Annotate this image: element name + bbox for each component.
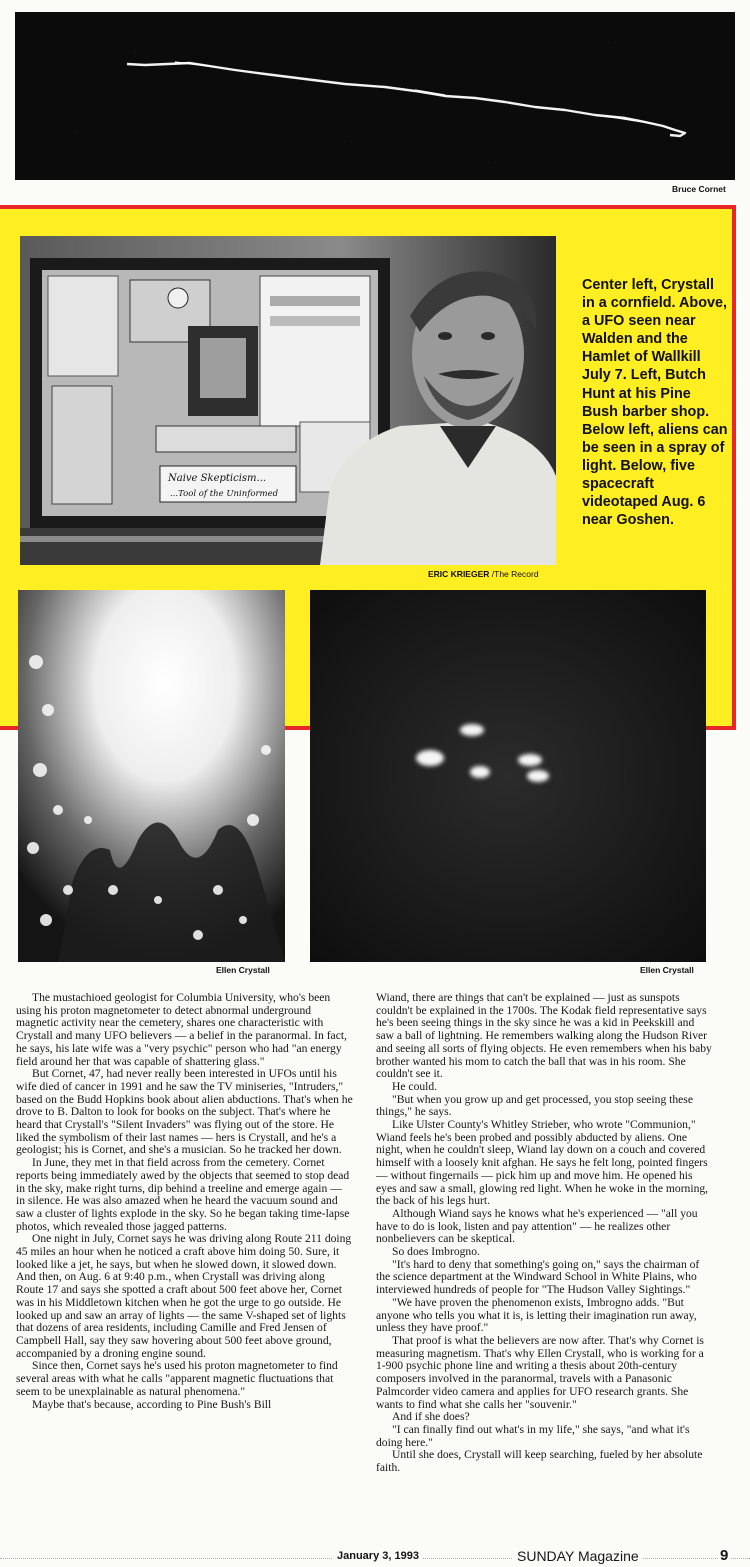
footer-date: January 3, 1993 — [333, 1550, 423, 1562]
page-number: 9 — [720, 1547, 729, 1564]
col2-paragraph: Wiand, there are things that can't be explained — just as sunspots couldn't be explained in the 1700s. The Kodak field representative says he's been seeing things in the sky since he was a kid in Peekskill and saw a ball of lightning. He remembers walking along the Hudson River and seeing all sorts of flying objects. He even remembers when his baby brother wanted his mom to catch the ball that was in his room. She couldn't see it. — [376, 991, 712, 1081]
col2-paragraph: "I can finally find out what's in my life," she says, "and what it's doing here." — [376, 1422, 690, 1449]
spacecraft-video-photo — [310, 590, 706, 962]
ufo-streak-image — [15, 12, 735, 180]
col1-paragraph: Maybe that's because, according to Pine Bush's Bill — [32, 1397, 272, 1411]
col1-paragraph: The mustachioed geologist for Columbia University, who's been using his proton magnetometer to detect abnormal underground magnetic activity near the cemetery, shares one characteristic with Crystall and many UFO believers — a belief in the paranormal. In fact, he says, his late wife was a "very psychic" person who had "an energy field around her that was capable of shattering glass." — [16, 991, 347, 1068]
ufo-streak-photo — [15, 12, 735, 180]
col2-paragraph: "We have proven the phenomenon exists, Imbrogno adds. "But anyone who tells you what it is, is letting their imagination run away, unless they have proof." — [376, 1295, 697, 1335]
top-photo-credit: Bruce Cornet — [672, 184, 726, 194]
col1-paragraph: One night in July, Cornet says he was driving along Route 211 doing 45 miles an hour when he noticed a craft above him doing 50. Sure, it looked like a jet, he says, but when he slowed down, it slowed down. And then, on Aug. 6 at 9:40 p.m., when Crystall was driving along Route 17 and says she spotted a craft about 500 feet above her, Cornet was in his Middletown kitchen when he got the urge to go outside. He looked up and saw an array of lights — the same V-shaped set of lights that dozens of area residents, including Camille and Fred Jensen of Campbell Hall, say they saw hovering about 500 feet above ground, accompanied by a droning engine sound. — [16, 1232, 352, 1360]
article-column-2 — [376, 992, 714, 1475]
spacecraft-photo-credit: Ellen Crystall — [640, 965, 694, 975]
aliens-light-spray-image — [18, 590, 285, 962]
barber-photo-credit: ERIC KRIEGER /The Record — [428, 569, 539, 579]
col2-paragraph: And if she does? — [392, 1410, 470, 1424]
footer-magazine-name: SUNDAY Magazine — [513, 1548, 643, 1564]
col2-paragraph: "But when you grow up and get processed, you stop seeing these things," he says. — [376, 1092, 693, 1119]
barber-shop-image — [20, 236, 556, 565]
article-column-1 — [16, 992, 353, 1411]
col1-paragraph: But Cornet, 47, had never really been interested in UFOs until his wife died of cancer in 1991 and he saw the TV miniseries, "Intruders," based on the Budd Hopkins book about alien abductions. That's when he drove to B. Dalton to look for books on the subject. That's where he heard that Crystall's "Silent Invaders" was flying out of the store. He liked the symbolism of their last names — hers is Crystall, and he's a geologist; his is Cornet, and she's a musician. So he tracked her down. — [16, 1067, 353, 1157]
col2-paragraph: "It's hard to deny that something's going on," says the chairman of the science department at the Windward School in White Plains, who interviewed hundreds of people for "The Hudson Valley Sightings." — [376, 1257, 700, 1297]
aliens-photo-credit: Ellen Crystall — [216, 965, 270, 975]
barber-shop-photo — [20, 236, 556, 565]
col2-paragraph: That proof is what the believers are now after. That's why Cornet is measuring magnetism. That's why Ellen Crystall, who is working for a 1-900 psychic phone line and writing a thesis about 20th-century composers involved in the paranormal, travels with a Panasonic Palmcorder video camera and applies for UFO research grants. She wants to find what she calls her "souvenir." — [376, 1333, 704, 1411]
col1-paragraph: Since then, Cornet says he's used his proton magnetometer to find several areas with what he calls "apparent magnetic fluctuations that seem to be unexplainable as natural phenomena." — [16, 1359, 338, 1398]
col2-paragraph: So does Imbrogno. — [392, 1245, 480, 1259]
col2-paragraph: Like Ulster County's Whitley Strieber, who wrote "Communion," Wiand feels he's been probed and possibly abducted by aliens. One night, when he couldn't sleep, Wiand lay down on a couch and covered himself with a loosely knit afghan. He says he felt long, pointed fingers — without fingernails — pick him up and move him. He opened his eyes and saw a small, glowing red light. When he woke in the morning, the back of his legs hurt. — [376, 1118, 709, 1208]
photo-caption: Center left, Crystall in a cornfield. Above, a UFO seen near Walden and the Hamlet of Wallkill July 7. Left, Butch Hunt at his Pine Bush barber shop. Below left, aliens can be seen in a spray of light. Below, five spacecraft videotaped Aug. 6 near Goshen. — [582, 277, 728, 529]
sign-line-1: Naive Skepticism... — [168, 473, 267, 484]
aliens-light-spray-photo — [18, 590, 285, 962]
col1-paragraph: In June, they met in that field across from the cemetery. Cornet reports being immediately awed by the objects that seemed to stop dead in the sky, make right turns, dip behind a treeline and emerge again — in silence. He was also amazed when he heard the vacuum sound and saw a cluster of lights explode in the sky. So he began taking time-lapse photos, which revealed those jagged patterns. — [16, 1156, 350, 1233]
col2-paragraph: Although Wiand says he knows what he's experienced — "all you have to do is look, listen and pay attention" — he realizes other nonbelievers can be skeptical. — [376, 1206, 698, 1246]
col2-paragraph: He could. — [392, 1079, 438, 1093]
col2-paragraph: Until she does, Crystall will keep searching, fueled by her absolute faith. — [376, 1448, 703, 1475]
spacecraft-video-image — [310, 590, 706, 962]
sign-line-2: ...Tool of the Uninformed — [170, 489, 279, 499]
